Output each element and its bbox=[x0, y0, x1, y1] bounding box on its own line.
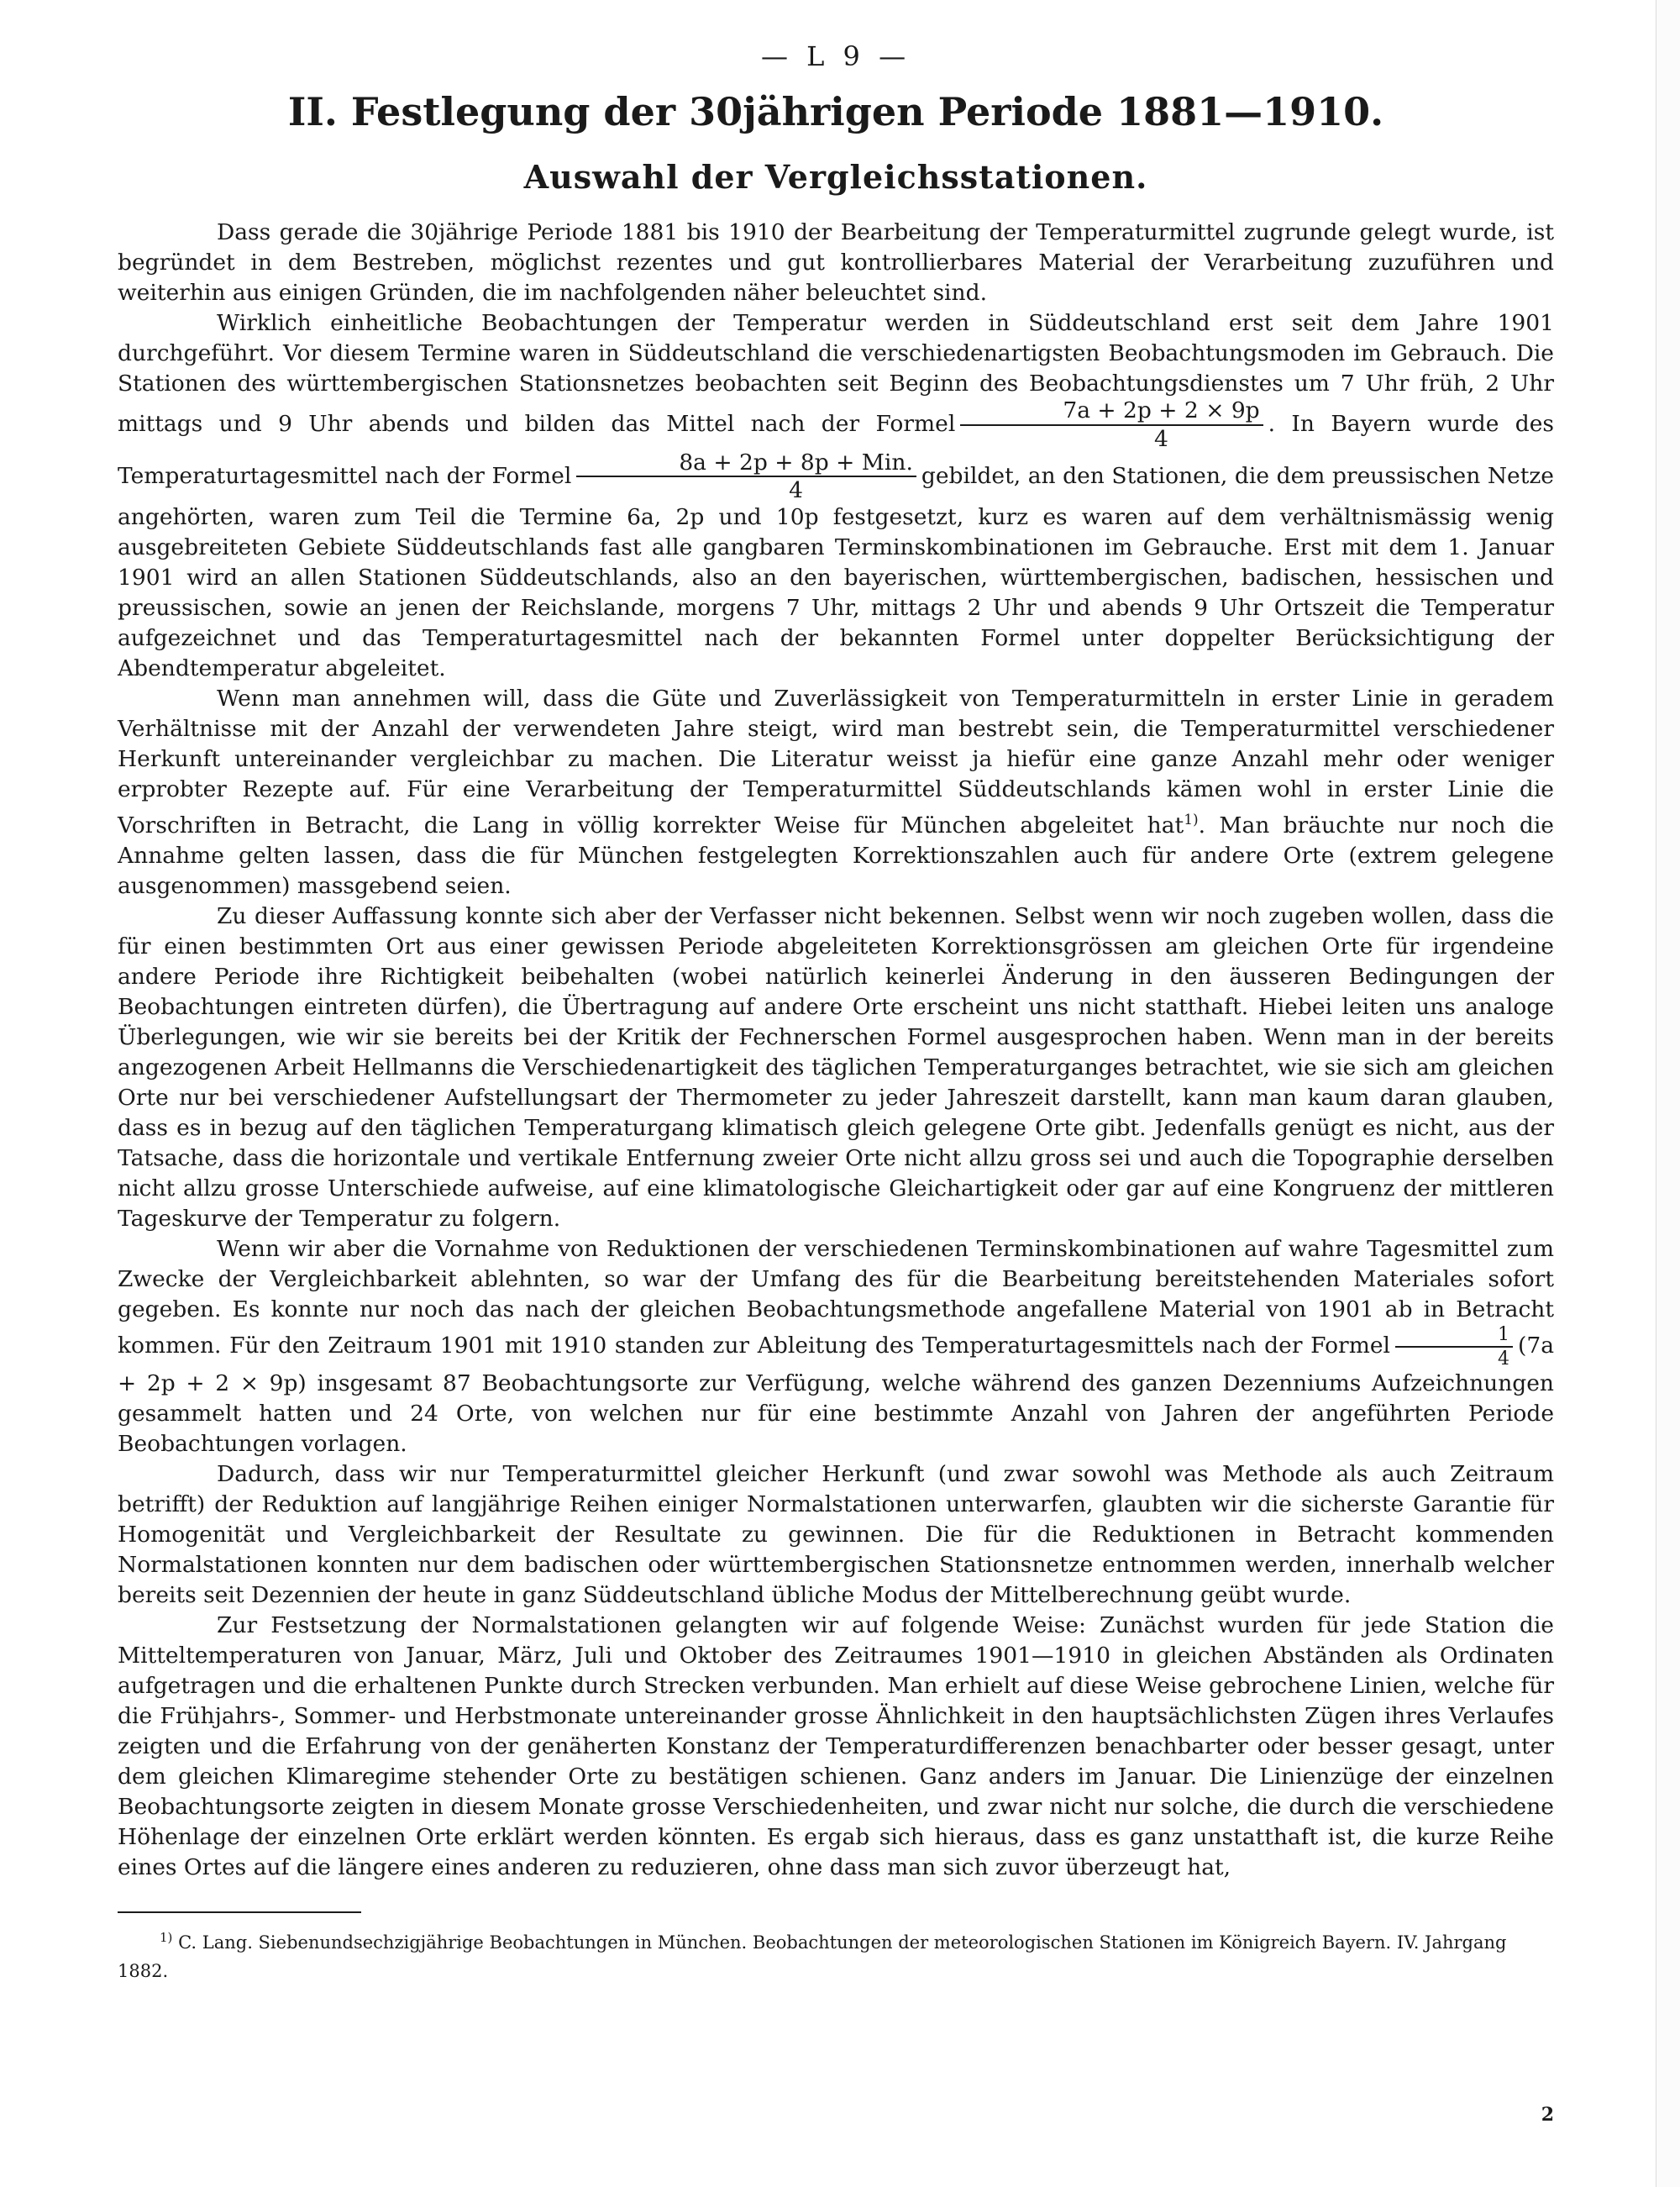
paragraph: Wirklich einheitliche Beobachtungen der Temperatur werden in Süddeutschland erst seit dem Jahre 1901 durchgeführt. Vor diesem Termine waren in Süddeutschland die verschiedenartigsten Beobachtungsmoden im Gebrauch. Die Stationen des württembergischen Stationsnetzes beobachten seit Beginn des Beobachtungsdienstes um 7 Uhr früh, 2 Uhr mittags und 9 Uhr abends und bilden das Mittel nach der Formel $\frac{7a + 2p + 2 \times 9p}{4}$ . In Bayern wurde des Temperaturtagesmittel nach der Formel $\frac{\text{8a + 2p + 8p + Min.}}{4}$ gebildet, an den Stationen, die dem preussischen Netze angehörten, waren zum Teil die Termine 6a, 2p und 10p festgesetzt, kurz es waren auf dem verhältnismässig wenig ausgebreiteten Gebiete Süddeutschlands fast alle gangbaren Terminskombinationen im Gebrauche. Erst mit dem 1. Januar 1901 wird an allen Stationen Süddeutschlands, also an den bayerischen, württembergischen, badischen, hessischen und preussischen, sowie an jenen der Reichslande, morgens 7 Uhr, mittags 2 Uhr und abends 9 Uhr Ortszeit die Temperatur aufgezeichnet und das Temperaturtagesmittel nach der bekannten Formel unter doppelter Berücksichtigung der Abendtemperatur abgeleitet. bbox=[118, 310, 1554, 682]
section-title: II. Festlegung der 30jährigen Periode 1881—1910. bbox=[287, 89, 1384, 134]
page-number: — L 9 — bbox=[760, 40, 911, 72]
formula-wuerttemberg: $\frac{7a + 2p + 2 \times 9p}{4}$ bbox=[960, 399, 1263, 451]
footnote-reference: 1) bbox=[1184, 812, 1199, 829]
footnote-mark: 1) bbox=[160, 1930, 173, 1946]
paragraph: Dass gerade die 30jährige Periode 1881 bis 1910 der Bearbeitung der Temperaturmittel zugrunde gelegt wurde, ist begründet in dem Bestreben, möglichst rezentes und gut kontrollierbares Material der Verarbeitung zuzuführen und weiterhin aus einigen Gründen, die im nachfolgenden näher beleuchtet sind. bbox=[118, 219, 1554, 306]
section-subtitle: Auswahl der Vergleichsstationen. bbox=[523, 158, 1148, 196]
document-page bbox=[118, 40, 1554, 1985]
formula-bayern: $\frac{\text{8a + 2p + 8p + Min.}}{4}$ bbox=[576, 451, 916, 503]
sheet-signature: 2 bbox=[1541, 2104, 1554, 2126]
paragraph: Wenn man annehmen will, dass die Güte und Zuverlässigkeit von Temperaturmitteln in erster Linie in geradem Verhältnisse mit der Anzahl der verwendeten Jahre steigt, wird man bestrebt sein, die Temperaturmittel verschiedener Herkunft untereinander vergleichbar zu machen. Die Literatur weisst ja hiefür eine ganze Anzahl mehr oder weniger erprobter Rezepte auf. Für eine Verarbeitung der Temperaturmittel Süddeutschlands kämen wohl in erster Linie die Vorschriften in Betracht, die Lang in völlig korrekter Weise für München abgeleitet hat$^{1)}$. Man bräuchte nur noch die Annahme gelten lassen, dass die für München festgelegten Korrektionszahlen auch für andere Orte (extrem gelegene ausgenommen) massgebend seien. bbox=[118, 686, 1554, 900]
scan-edge bbox=[1656, 0, 1680, 2187]
paragraph: Dadurch, dass wir nur Temperaturmittel gleicher Herkunft (und zwar sowohl was Methode als auch Zeitraum betrifft) der Reduktion auf langjährige Reihen einiger Normalstationen unterwarfen, glaubten wir die sicherste Garantie für Homogenität und Vergleichbarkeit der Resultate zu gewinnen. Die für die Reduktionen in Betracht kommenden Normalstationen konnten nur dem badischen oder württembergischen Stationsnetze entnommen werden, innerhalb welcher bereits seit Dezennien der heute in ganz Süddeutschland übliche Modus der Mittelberechnung geübt wurde. bbox=[118, 1461, 1554, 1609]
footnote-divider bbox=[118, 1911, 361, 1913]
formula-expression: (7a + 2p + 2 × 9p) bbox=[118, 1333, 1554, 1397]
formula-fraction: $\frac{1}{4}$ bbox=[1395, 1325, 1513, 1369]
paragraph: Zur Festsetzung der Normalstationen gelangten wir auf folgende Weise: Zunächst wurden für jede Station die Mitteltemperaturen von Januar, März, Juli und Oktober des Zeitraumes 1901—1910 in gleichen Abständen als Ordinaten aufgetragen und die erhaltenen Punkte durch Strecken verbunden. Man erhielt auf diese Weise gebrochene Linien, welche für die Frühjahrs-, Sommer- und Herbstmonate untereinander grosse Ähnlichkeit in den hauptsächlichsten Zügen ihres Verlaufes zeigten und die Erfahrung von der genäherten Konstanz der Temperaturdifferenzen benachbarter oder besser gesagt, unter dem gleichen Klimaregime stehender Orte zu bestätigen schienen. Ganz anders im Januar. Die Linienzüge der einzelnen Beobachtungsorte zeigten in diesem Monate grosse Verschiedenheiten, und zwar nicht nur solche, die durch die verschiedene Höhenlage der einzelnen Orte erklärt werden könnten. Es ergab sich hieraus, dass es ganz unstatthaft ist, die kurze Reihe eines Ortes auf die längere eines anderen zu reduzieren, ohne dass man sich zuvor überzeugt hat, bbox=[118, 1612, 1554, 1881]
footnote: $^{1)}$ C. Lang. Siebenundsechzigjährige Beobachtungen in München. Beobachtungen der meteorologischen Stationen im Königreich Bayern. IV. Jahrgang 1882. bbox=[118, 1930, 1507, 1982]
paragraph: Wenn wir aber die Vornahme von Reduktionen der verschiedenen Terminskombinationen auf wahre Tagesmittel zum Zwecke der Vergleichbarkeit ablehnten, so war der Umfang des für die Bearbeitung bereitstehenden Materiales sofort gegeben. Es konnte nur noch das nach der gleichen Beobachtungsmethode angefallene Material von 1901 ab in Betracht kommen. Für den Zeitraum 1901 mit 1910 standen zur Ableitung des Temperaturtagesmittels nach der Formel $\frac{1}{4}$ (7a + 2p + 2 × 9p) insgesamt 87 Beobachtungsorte zur Verfügung, welche während des ganzen Dezenniums Aufzeichnungen gesammelt hatten und 24 Orte, von welchen nur für eine bestimmte Anzahl von Jahren der angeführten Periode Beobachtungen vorlagen. bbox=[118, 1236, 1554, 1458]
body-text bbox=[118, 218, 1554, 1883]
paragraph: Zu dieser Auffassung konnte sich aber der Verfasser nicht bekennen. Selbst wenn wir noch zugeben wollen, dass die für einen bestimmten Ort aus einer gewissen Periode abgeleiteten Korrektionsgrössen am gleichen Orte für irgendeine andere Periode ihre Richtigkeit beibehalten (wobei natürlich keinerlei Änderung in den äusseren Bedingungen der Beobachtungen eintreten dürfen), die Übertragung auf andere Orte erscheint uns nicht statthaft. Hiebei leiten uns analoge Überlegungen, wie wir sie bereits bei der Kritik der Fechnerschen Formel ausgesprochen haben. Wenn man in der bereits angezogenen Arbeit Hellmanns die Verschiedenartigkeit des täglichen Temperaturganges betrachtet, wie sie sich am gleichen Orte nur bei verschiedener Aufstellungsart der Thermometer zu jeder Jahreszeit darstellt, kann man kaum daran glauben, dass es in bezug auf den täglichen Temperaturgang klimatisch gleich gelegene Orte gibt. Jedenfalls genügt es nicht, aus der Tatsache, dass die horizontale und vertikale Entfernung zweier Orte nicht allzu gross sei und auch die Topographie derselben nicht allzu grosse Unterschiede aufweise, auf eine klimatologische Gleichartigkeit oder gar auf eine Kongruenz der mittleren Tageskurve der Temperatur zu folgern. bbox=[118, 903, 1554, 1233]
